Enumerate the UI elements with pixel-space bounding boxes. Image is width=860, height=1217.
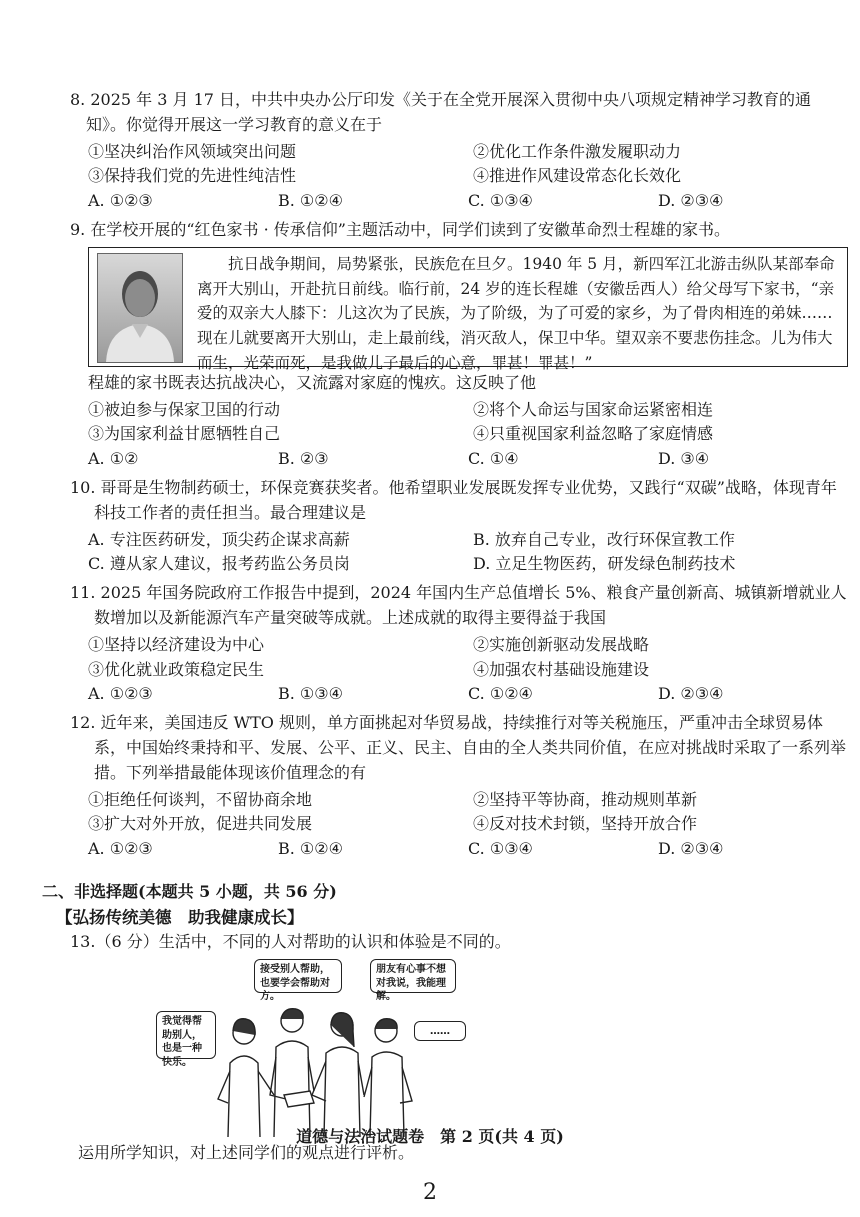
answer-choice: B. ①②④ — [278, 191, 343, 211]
answer-choice: B. ①②④ — [278, 839, 343, 859]
theme-title: 【弘扬传统美德 助我健康成长】 — [56, 907, 304, 927]
option-item: ①坚持以经济建设为中心 — [88, 634, 265, 654]
option-item: ③为国家利益甘愿牺牲自己 — [88, 424, 281, 444]
answer-choice: A. ①②③ — [88, 839, 153, 859]
option-item: ③扩大对外开放，促进共同发展 — [88, 814, 313, 834]
answer-choice: D. ③④ — [658, 449, 710, 469]
footer-title: 道德与法治试题卷 第 2 页(共 4 页) — [296, 1127, 564, 1146]
option-item: ④反对技术封锁，坚持开放合作 — [473, 814, 698, 834]
option-item: ①拒绝任何谈判，不留协商余地 — [88, 789, 313, 809]
answer-choice: A. 专注医药研发，顶尖药企谋求高薪 — [88, 529, 350, 549]
answer-choice: C. ①③④ — [468, 191, 533, 211]
answer-choice: A. ①②③ — [88, 684, 153, 704]
students-illustration — [214, 991, 424, 1137]
option-item: ②实施创新驱动发展战略 — [473, 634, 650, 654]
question-stem: 11. 2025 年国务院政府工作报告中提到，2024 年国内生产总值增长 5%、粮食产量创新高、城镇新增就业人数增加以及新能源汽车产量突破等成就。上述成就的取得主要得益于我国 — [70, 583, 847, 627]
question-stem: 12. 近年来，美国违反 WTO 规则，单方面挑起对华贸易战，持续推行对等关税施压，严重冲击全球贸易体系，中国始终秉持和平、发展、公平、正义、民主、自由的全人类共同价值，在应对挑战时采取了一系列举措。下列举措最能体现该价值理念的有 — [70, 713, 847, 782]
option-item: ①坚决纠治作风领域突出问题 — [88, 141, 297, 161]
answer-choice: C. ①②④ — [468, 684, 533, 704]
option-item: ④只重视国家利益忽略了家庭情感 — [473, 424, 714, 444]
question-instruction: 运用所学知识，对上述同学们的观点进行评析。 — [78, 1143, 415, 1163]
option-item: ②优化工作条件激发履职动力 — [473, 141, 682, 161]
question-stem: 8. 2025 年 3 月 17 日，中共中央办公厅印发《关于在全党开展深入贯彻中央八项规定精神学习教育的通知》。你觉得开展这一学习教育的意义在于 — [70, 90, 812, 134]
question-8 — [70, 88, 850, 214]
question-stem: 13.（6 分）生活中，不同的人对帮助的认识和体验是不同的。 — [70, 932, 511, 952]
speech-bubble: 接受别人帮助，也要学会帮助对方。 — [254, 959, 342, 993]
options — [88, 398, 850, 448]
question-followup: 程雄的家书既表达抗战决心，又流露对家庭的愧疚。这反映了他 — [88, 372, 537, 392]
speech-bubble: 朋友有心事不想对我说，我能理解。 — [370, 959, 456, 993]
answer-choices — [88, 447, 850, 472]
answer-choice: D. ②③④ — [658, 191, 724, 211]
answer-choice: A. ①② — [88, 449, 139, 469]
page-number: 2 — [423, 1180, 437, 1205]
answer-choices — [88, 837, 850, 862]
letter-box — [88, 247, 848, 372]
answer-choice: B. ①③④ — [278, 684, 343, 704]
options — [88, 633, 850, 683]
letter-text: 抗日战争期间，局势紧张，民族危在旦夕。1940 年 5 月，新四军江北游击纵队某部奉命离开大别山，开赴抗日前线。临行前，24 岁的连长程雄（安徽岳西人）给父母写下家书，“亲爱的双亲大人膝下：儿这次为了民族，为了阶级，为了可爱的家乡，为了骨肉相连的弟妹……现在儿就要离开大别山，走上最前线，消灭敌人，保卫中华。望双亲不要悲伤挂念。儿为伟大而生，光荣而死，是我做儿子最后的心意，罪甚！罪甚！” — [197, 254, 835, 372]
answer-choice: D. ②③④ — [658, 684, 724, 704]
option-item: ④推进作风建设常态化长效化 — [473, 166, 682, 186]
option-item: ②坚持平等协商，推动规则革新 — [473, 789, 698, 809]
question-10 — [70, 476, 850, 577]
question-stem: 9. 在学校开展的“红色家书 · 传承信仰”主题活动中，同学们读到了安徽革命烈士程雄的家书。 — [70, 219, 730, 239]
answer-choice: C. ①③④ — [468, 839, 533, 859]
answer-choice: D. ②③④ — [658, 839, 724, 859]
speech-bubble: 我觉得帮助别人，也是一种快乐。 — [156, 1011, 216, 1059]
options — [88, 788, 850, 838]
options — [88, 140, 850, 190]
option-item: ①被迫参与保家卫国的行动 — [88, 399, 281, 419]
speech-bubble: …… — [414, 1021, 466, 1041]
cartoon-illustration — [156, 959, 456, 1137]
answer-choice: B. ②③ — [278, 449, 329, 469]
option-item: ③保持我们党的先进性纯洁性 — [88, 166, 297, 186]
exam-page — [42, 88, 850, 1182]
question-11 — [70, 581, 850, 707]
answer-choice: B. 放弃自己专业，改行环保宣教工作 — [473, 529, 735, 549]
answer-choices — [88, 528, 850, 578]
question-12 — [70, 711, 850, 862]
option-item: ④加强农村基础设施建设 — [473, 659, 650, 679]
question-stem: 10. 哥哥是生物制药硕士，环保竞赛获奖者。他希望职业发展既发挥专业优势，又践行“双碳”战略，体现青年科技工作者的责任担当。最合理建议是 — [70, 477, 837, 522]
question-9 — [70, 218, 850, 472]
answer-choice: D. 立足生物医药，研发绿色制药技术 — [473, 554, 736, 574]
section-title: 二、非选择题(本题共 5 小题，共 56 分) — [42, 881, 337, 901]
answer-choice: A. ①②③ — [88, 191, 153, 211]
answer-choice: C. 遵从家人建议，报考药监公务员岗 — [88, 554, 350, 574]
option-item: ②将个人命运与国家命运紧密相连 — [473, 399, 714, 419]
portrait-photo — [97, 253, 183, 363]
answer-choice: C. ①④ — [468, 449, 519, 469]
option-item: ③优化就业政策稳定民生 — [88, 659, 265, 679]
answer-choices — [88, 189, 850, 214]
answer-choices — [88, 682, 850, 707]
